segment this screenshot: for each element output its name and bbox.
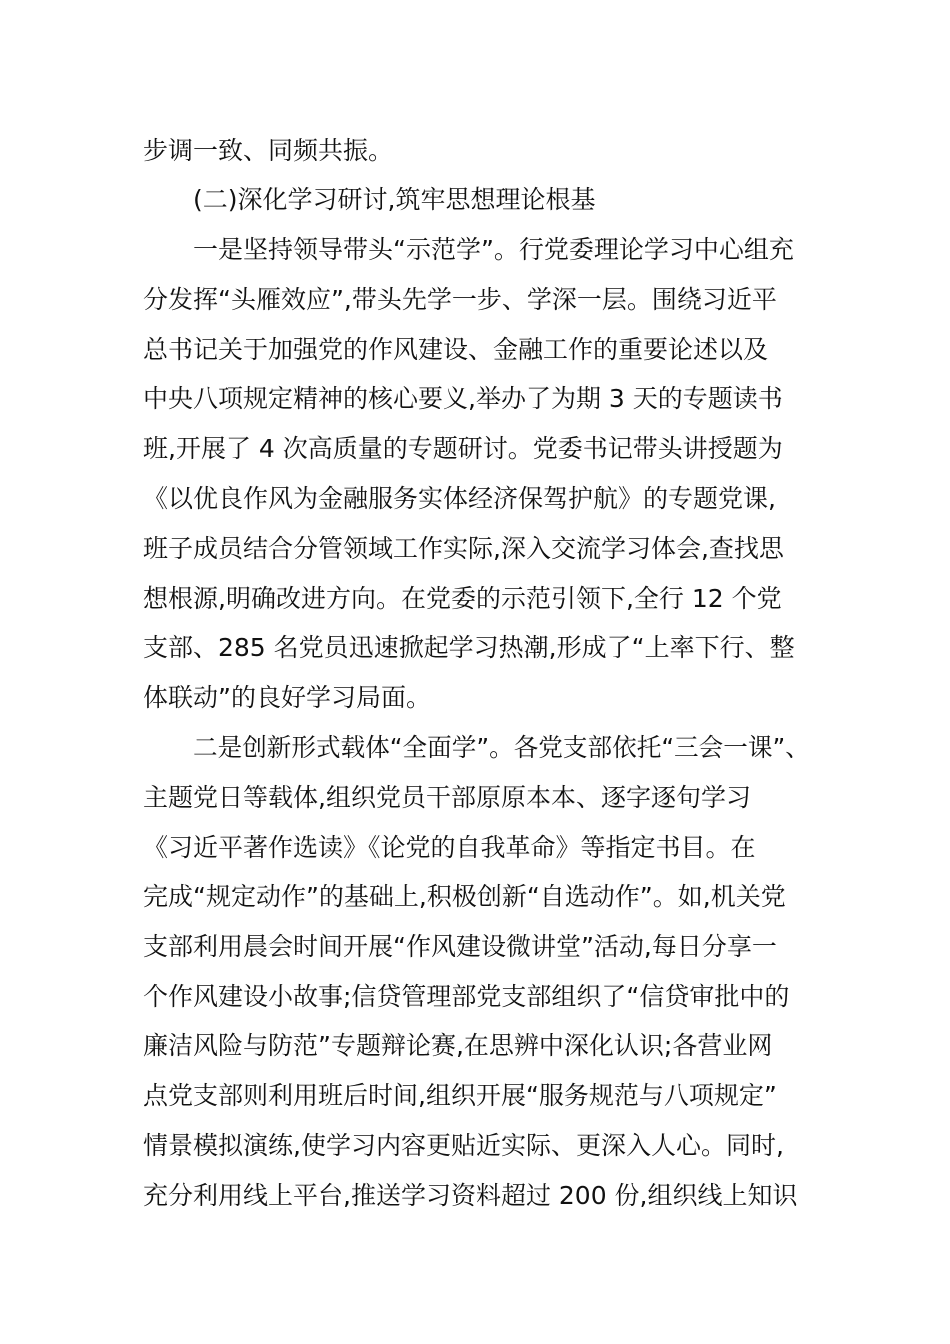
text-line: 支部、285 名党员迅速掀起学习热潮,形成了“上率下行、整 xyxy=(143,633,795,662)
text-line: 点党支部则利用班后时间,组织开展“服务规范与八项规定” xyxy=(143,1081,777,1110)
text-line: 班子成员结合分管领域工作实际,深入交流学习体会,查找思 xyxy=(143,534,784,563)
text-line: 班,开展了 4 次高质量的专题研讨。党委书记带头讲授题为 xyxy=(143,434,783,463)
section-heading: (二)深化学习研讨,筑牢思想理论根基 xyxy=(193,185,596,214)
text-line: 《习近平著作选读》《论党的自我革命》等指定书目。在 xyxy=(143,833,756,862)
text-line: 步调一致、同频共振。 xyxy=(143,136,394,165)
text-line: 中央八项规定精神的核心要义,举办了为期 3 天的专题读书 xyxy=(143,384,783,413)
text-line: 一是坚持领导带头“示范学”。行党委理论学习中心组充 xyxy=(193,235,794,264)
text-line: 情景模拟演练,使学习内容更贴近实际、更深入人心。同时, xyxy=(143,1131,784,1160)
text-line: 总书记关于加强党的作风建设、金融工作的重要论述以及 xyxy=(143,335,769,364)
text-line: 想根源,明确改进方向。在党委的示范引领下,全行 12 个党 xyxy=(143,584,782,613)
text-line: 廉洁风险与防范”专题辩论赛,在思辨中深化认识;各营业网 xyxy=(143,1031,773,1060)
text-line: 充分利用线上平台,推送学习资料超过 200 份,组织线上知识 xyxy=(143,1181,798,1210)
text-line: 二是创新形式载体“全面学”。各党支部依托“三会一课”、 xyxy=(193,733,810,762)
text-line: 主题党日等载体,组织党员干部原原本本、逐字逐句学习 xyxy=(143,783,751,812)
text-line: 《以优良作风为金融服务实体经济保驾护航》的专题党课, xyxy=(143,484,776,513)
text-line: 体联动”的良好学习局面。 xyxy=(143,683,431,712)
text-line: 分发挥“头雁效应”,带头先学一步、学深一层。围绕习近平 xyxy=(143,285,777,314)
text-line: 完成“规定动作”的基础上,积极创新“自选动作”。如,机关党 xyxy=(143,882,786,911)
text-line: 支部利用晨会时间开展“作风建设微讲堂”活动,每日分享一 xyxy=(143,932,777,961)
text-line: 个作风建设小故事;信贷管理部党支部组织了“信贷审批中的 xyxy=(143,982,790,1011)
